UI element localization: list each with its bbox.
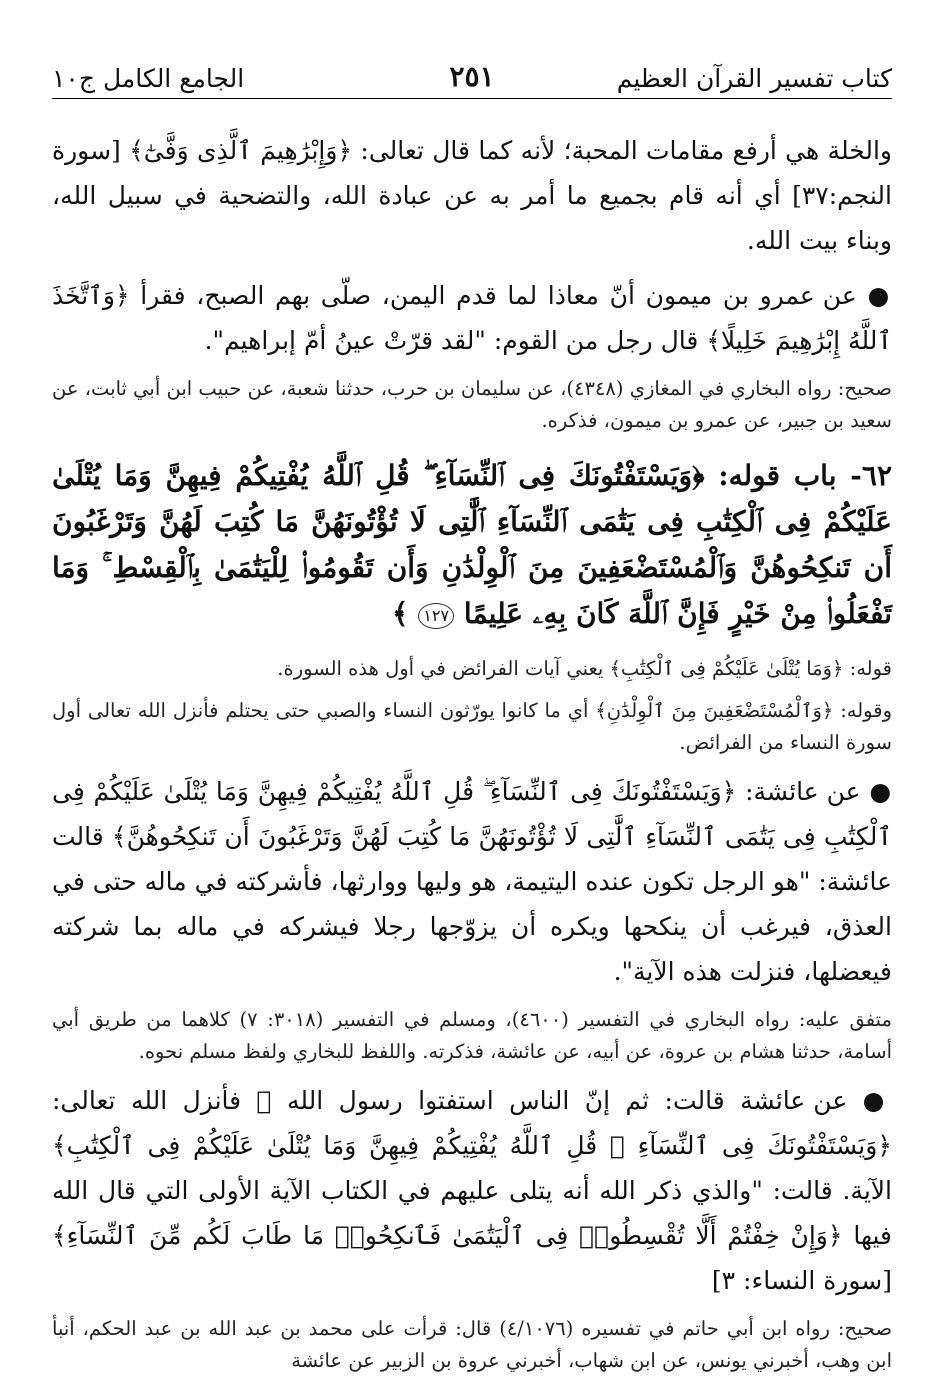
verse-close-bracket: ﴾ <box>392 597 409 630</box>
chapter-heading <box>52 453 892 637</box>
bullet-icon: ● <box>862 1086 892 1115</box>
series-title: الجامع الكامل ج١٠ <box>52 64 245 93</box>
hadith-text: عن عائشة قالت: ثم إنّ الناس استفتوا رسول الله ﷺ فأنزل الله تعالى: ﴿وَيَسْتَفْتُونَكَ فِى ٱلنِّسَآءِ ۖ قُلِ ٱللَّهُ يُفْتِيكُمْ فِيهِنَّ وَمَا يُتْلَىٰ عَلَيْكُمْ فِى ٱلْكِتَٰبِ﴾ الآية. قالت: "والذي ذكر الله أنه يتلى عليهم في الكتاب الآية الأولى التي قال الله فيها ﴿وَإِنْ خِفْتُمْ أَلَّا تُقْسِطُوا۟ فِى ٱلْيَتَٰمَىٰ فَٱنكِحُوا۟ مَا طَابَ لَكُم مِّنَ ٱلنِّسَآءِ﴾ [سورة النساء: ٣] <box>52 1086 892 1295</box>
hadith-text: عن عمرو بن ميمون أنّ معاذا لما قدم اليمن، صلّى بهم الصبح، فقرأ ﴿وَٱتَّخَذَ ٱللَّهُ إِبْرَٰهِيمَ خَلِيلًا﴾ قال رجل من القوم: "لقد قرّتْ عينُ أمّ إبراهيم". <box>52 281 892 355</box>
page-body <box>52 128 892 1377</box>
takhrij-note: صحيح: رواه البخاري في المغازي (٤٣٤٨)، عن سليمان بن حرب، حدثنا شعبة، عن حبيب ابن أبي ثابت، عن سعيد بن جبير، عن عمرو بن ميمون، فذكره. <box>52 377 892 432</box>
chapter-label: ٦٢- باب قوله: <box>718 459 892 492</box>
book-title: كتاب تفسير القرآن العظيم <box>616 64 892 93</box>
page-number: ٢٥١ <box>449 60 495 93</box>
hadith-amr-ibn-maymun <box>52 273 892 363</box>
hadith-aisha-1 <box>52 769 892 994</box>
chapter-verse: ﴿وَيَسْتَفْتُونَكَ فِى ٱلنِّسَآءِ ۖ قُلِ ٱللَّهُ يُفْتِيكُمْ فِيهِنَّ وَمَا يُتْلَىٰ عَلَيْكُمْ فِى ٱلْكِتَٰبِ فِى يَتَٰمَى ٱلنِّسَآءِ ٱلَّٰتِى لَا تُؤْتُونَهُنَّ مَا كُتِبَ لَهُنَّ وَتَرْغَبُونَ أَن تَنكِحُوهُنَّ وَٱلْمُسْتَضْعَفِينَ مِنَ ٱلْوِلْدَٰنِ وَأَن تَقُومُوا۟ لِلْيَتَٰمَىٰ بِٱلْقِسْطِ ۚ وَمَا تَفْعَلُوا۟ مِنْ خَيْرٍ فَإِنَّ ٱللَّهَ كَانَ بِهِۦ عَلِيمًا <box>52 459 892 630</box>
bullet-icon: ● <box>869 777 892 806</box>
tafsir-note-1: قوله: ﴿وَمَا يُتْلَىٰ عَلَيْكُمْ فِى ٱلْكِتَٰبِ﴾ يعني آيات الفرائض في أول هذه السورة. <box>277 657 892 680</box>
takhrij-note: متفق عليه: رواه البخاري في التفسير (٤٦٠٠)، ومسلم في التفسير (٣٠١٨: ٧) كلاهما من طريق أبي أسامة، حدثنا هشام بن عروة، عن أبيه، عن عائشة، فذكرته. واللفظ للبخاري ولفظ مسلم نحوه. <box>52 1008 892 1063</box>
takhrij-note: صحيح: رواه ابن أبي حاتم في تفسيره (٤/١٠٧٦) قال: قرأت على محمد بن عبد الله بن عبد الحكم، أنبأ ابن وهب، أخبرني يونس، عن ابن شهاب، أخبرني عروة بن الزبير عن عائشة <box>52 1317 893 1372</box>
ayah-number-badge: ١٢٧ <box>418 603 454 629</box>
hadith-text: عن عائشة: ﴿وَيَسْتَفْتُونَكَ فِى ٱلنِّسَآءِ ۖ قُلِ ٱللَّهُ يُفْتِيكُمْ فِيهِنَّ وَمَا يُتْلَىٰ عَلَيْكُمْ فِى ٱلْكِتَٰبِ فِى يَتَٰمَى ٱلنِّسَآءِ ٱلَّٰتِى لَا تُؤْتُونَهُنَّ مَا كُتِبَ لَهُنَّ وَتَرْغَبُونَ أَن تَنكِحُوهُنَّ﴾ قالت عائشة: "هو الرجل تكون عنده اليتيمة، هو وليها ووارثها، فأشركته في ماله حتى في العذق، فيرغب أن ينكحها ويكره أن يزوّجها رجلا فيشركه في ماله بما شركته فيعضلها، فنزلت هذه الآية". <box>52 777 892 986</box>
bullet-icon: ● <box>867 281 892 310</box>
hadith-aisha-2 <box>52 1078 892 1303</box>
tafsir-note-2: وقوله: ﴿وَٱلْمُسْتَضْعَفِينَ مِنَ ٱلْوِلْدَٰنِ﴾ أي ما كانوا يورّثون النساء والصبي حتى يحتلم فأنزل الله تعالى أول سورة النساء من الفرائض. <box>52 699 892 754</box>
paragraph-khulla: والخلة هي أرفع مقامات المحبة؛ لأنه كما قال تعالى: ﴿وَإِبْرَٰهِيمَ ٱلَّذِى وَفَّىٰٓ﴾ [سورة النجم:٣٧] أي أنه قام بجميع ما أمر به عن عبادة الله، والتضحية في سبيل الله، وبناء بيت الله. <box>52 136 892 255</box>
running-header <box>52 58 892 99</box>
